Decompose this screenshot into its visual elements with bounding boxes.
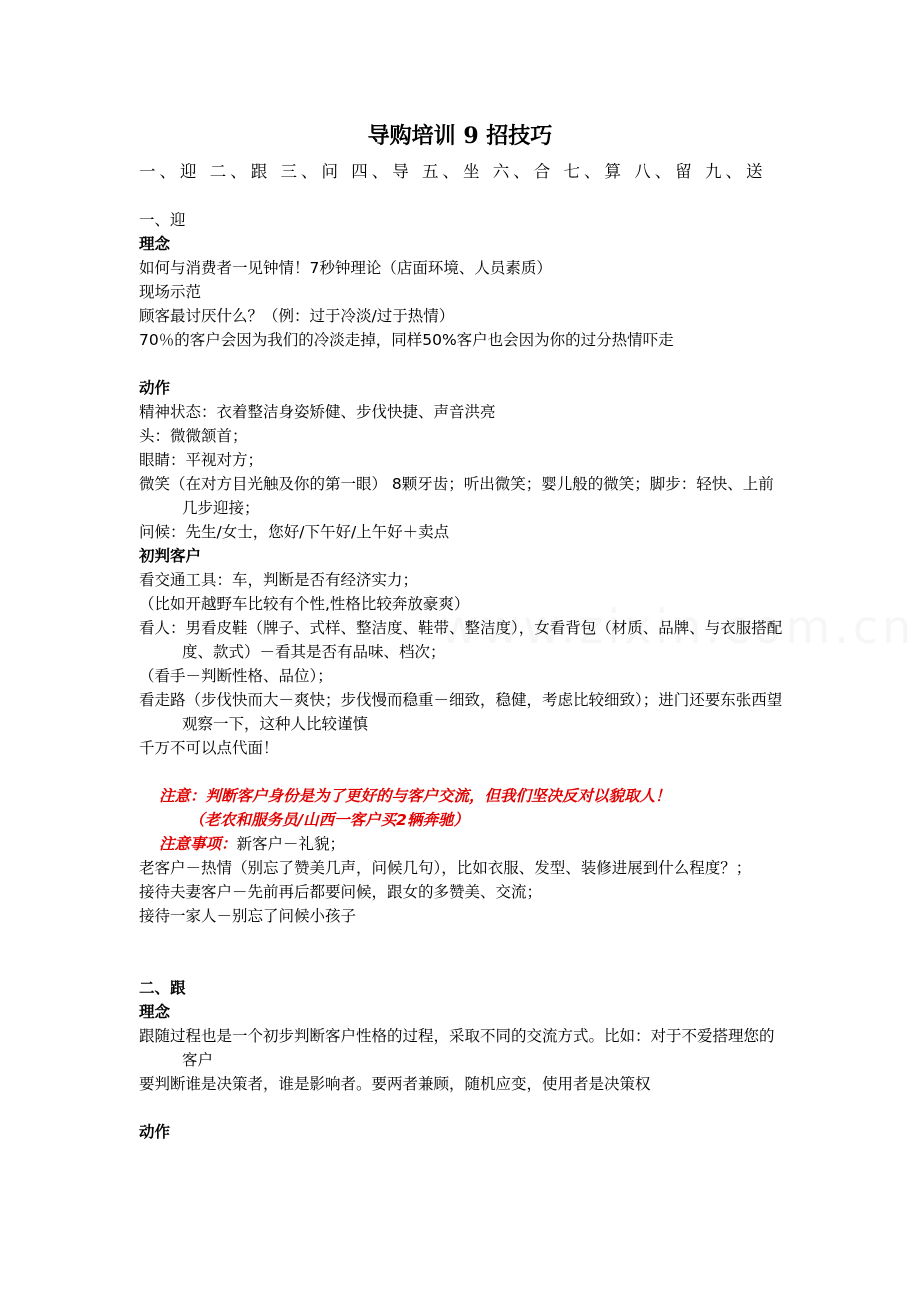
notes-label: 注意事项： [159,835,237,853]
section1-judge-line: 看交通工具：车，判断是否有经济实力； [139,571,419,589]
section1-tip-line: 老客户－热情（别忘了赞美几声，问候几句），比如衣服、发型、装修进展到什么程度？； [139,859,752,877]
section1-judge-line: 千万不可以点代面！ [139,739,279,757]
section2-concept-line: 要判断谁是决策者，谁是影响者。要两者兼顾，随机应变，使用者是决策权 [139,1075,651,1093]
section1-tip-line: 接待一家人－别忘了问候小孩子 [139,907,357,925]
section2-concept-label: 理念 [139,1003,171,1021]
notes-line [139,832,789,856]
section1-concept-label: 理念 [139,235,171,253]
spacer [139,352,789,376]
section1-judge-line: 看人：男看皮鞋（牌子、式样、整洁度、鞋带、整洁度），女看背包（材质、品牌、与衣服搭配度、款式）－看其是否有品味、档次； [139,619,783,661]
section2-concept-line: 跟随过程也是一个初步判断客户性格的过程，采取不同的交流方式。比如：对于不爱搭理您的客户 [139,1027,775,1069]
section1-action-line: 微笑（在对方目光触及你的第一眼） 8颗牙齿；听出微笑；婴儿般的微笑；脚步：轻快、上前几步迎接； [139,475,774,517]
warning-note: 注意：判断客户身份是为了更好的与客户交流，但我们坚决反对以貌取人！ [159,787,671,805]
section1-judge-label: 初判客户 [139,547,202,565]
section1-concept-line: 现场示范 [139,283,202,301]
section1-action-line: 头：微微颔首； [139,427,248,445]
spacer [139,928,789,976]
section1-concept-line: 70％的客户会因为我们的冷淡走掉，同样50%客户也会因为你的过分热情吓走 [139,331,674,349]
notes-text: 新客户－礼貌； [236,835,346,853]
section1-judge-line: （看手－判断性格、品位）； [139,667,333,685]
document-body [139,208,789,1144]
section1-action-line: 问候：先生/女士，您好/下午好/上午好＋卖点 [139,523,450,541]
document-title: 导购培训 9 招技巧 [367,123,553,149]
section2-action-label: 动作 [139,1123,171,1141]
section1-concept-line: 如何与消费者一见钟情！7秒钟理论（店面环境、人员素质） [139,259,552,277]
section1-judge-line: 看走路（步伐快而大－爽快；步伐慢而稳重－细致，稳健，考虑比较细致）；进门还要东张西望观察一下，这种人比较谨慎 [139,691,783,733]
section1-heading: 一、迎 [139,211,186,229]
section1-action-line: 精神状态：衣着整洁身姿矫健、步伐快捷、声音洪亮 [139,403,496,421]
section1-action-line: 眼睛：平视对方； [139,451,264,469]
section1-judge-line: （比如开越野车比较有个性,性格比较奔放豪爽） [139,595,470,613]
section1-action-label: 动作 [139,379,171,397]
warning-example: （老农和服务员/山西一客户买2辆奔驰） [189,811,469,829]
section1-concept-line: 顾客最讨厌什么？（例：过于冷淡/过于热情） [139,307,455,325]
section1-tip-line: 接待夫妻客户－先前再后都要问候，跟女的多赞美、交流； [139,883,543,901]
spacer [139,1096,789,1120]
spacer [139,760,789,784]
outline-line: 一、迎 二、跟 三、问 四、导 五、坐 六、合 七、算 八、留 九、送 [139,162,767,181]
section2-heading: 二、跟 [139,979,186,997]
